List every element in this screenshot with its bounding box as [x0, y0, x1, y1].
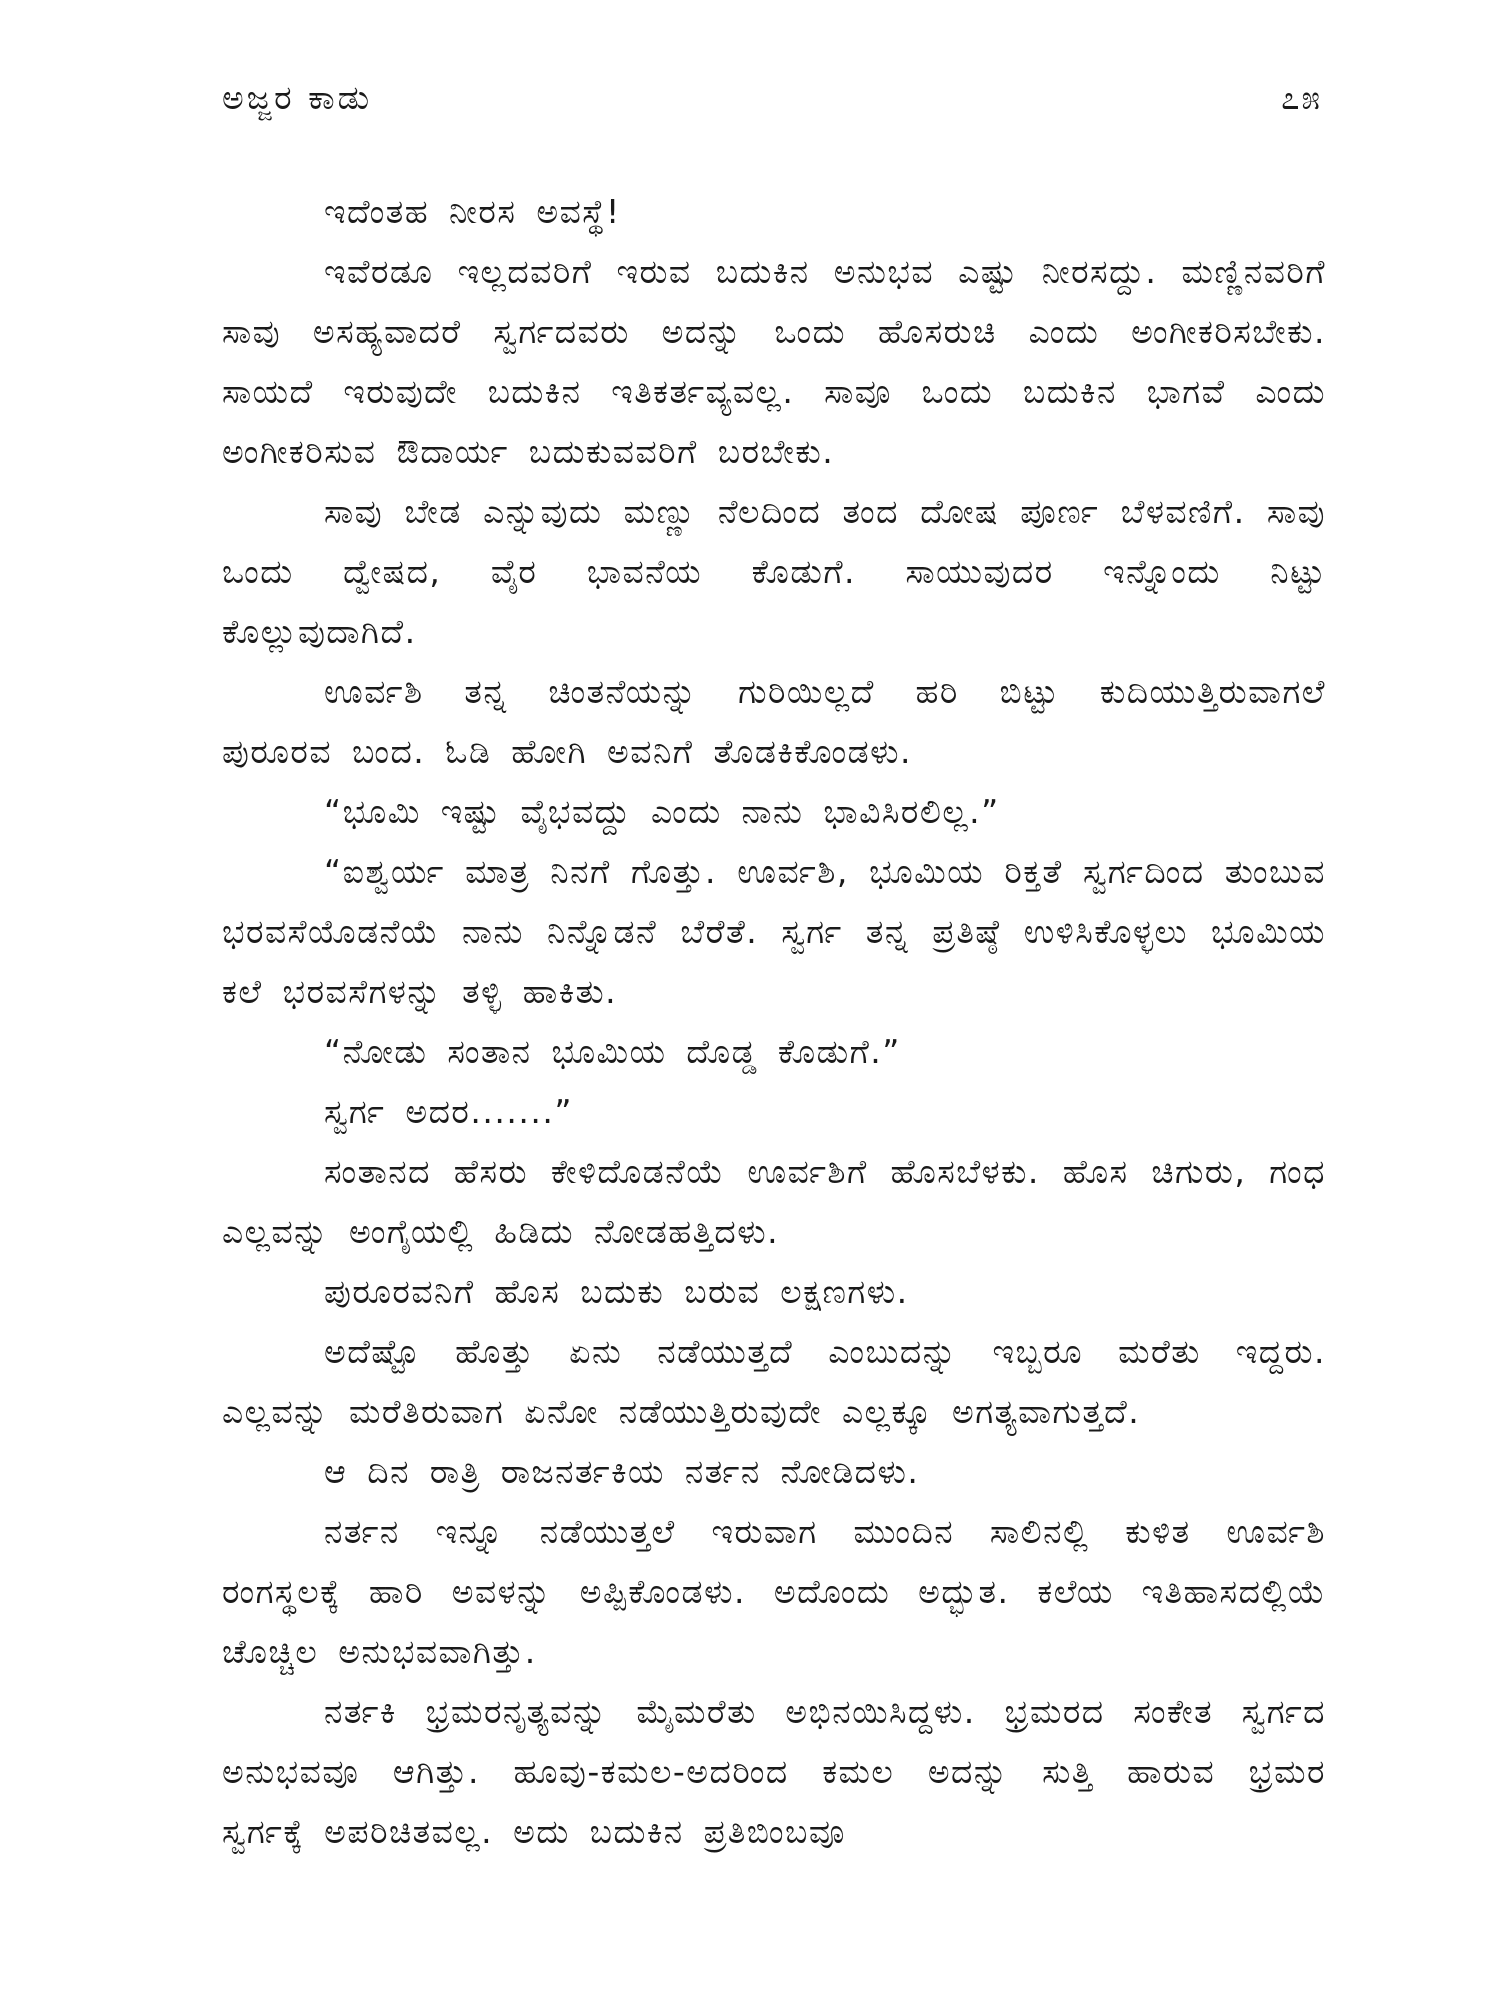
paragraph: ಇದೆಂತಹ ನೀರಸ ಅವಸ್ಥೆ! — [324, 192, 621, 231]
paragraph: ಅದೆಷ್ಟೊ ಹೊತ್ತು ಏನು ನಡೆಯುತ್ತದೆ ಎಂಬುದನ್ನು ಇಬ್ಬರೂ ಮರೆತು ಇದ್ದರು. ಎಲ್ಲವನ್ನು ಮರೆತಿರುವಾಗ ಏನೋ ನಡೆಯುತ್ತಿರುವುದೇ ಎಲ್ಲಕ್ಕೂ ಅಗತ್ಯವಾಗುತ್ತದೆ. — [222, 1332, 1326, 1431]
paragraph: “ಐಶ್ವರ್ಯ ಮಾತ್ರ ನಿನಗೆ ಗೊತ್ತು. ಊರ್ವಶಿ, ಭೂಮಿಯ ರಿಕ್ತತೆ ಸ್ವರ್ಗದಿಂದ ತುಂಬುವ ಭರವಸೆಯೊಡನೆಯೆ ನಾನು ನಿನ್ನೊಡನೆ ಬೆರೆತೆ. ಸ್ವರ್ಗ ತನ್ನ ಪ್ರತಿಷ್ಠೆ ಉಳಿಸಿಕೊಳ್ಳಲು ಭೂಮಿಯ ಕಲೆ ಭರವಸೆಗಳನ್ನು ತಳ್ಳಿ ಹಾಕಿತು. — [222, 852, 1326, 1011]
running-header — [222, 78, 1322, 128]
paragraph: “ನೋಡು ಸಂತಾನ ಭೂಮಿಯ ದೊಡ್ಡ ಕೊಡುಗೆ.” — [324, 1032, 901, 1071]
page-number: ೭೫ — [1281, 78, 1322, 117]
book-title: ಅಜ್ಜರ ಕಾಡು — [222, 78, 373, 117]
body-text — [222, 182, 1326, 1862]
paragraph: ನರ್ತಕಿ ಭ್ರಮರನೃತ್ಯವನ್ನು ಮೈಮರೆತು ಅಭಿನಯಿಸಿದ್ದಳು. ಭ್ರಮರದ ಸಂಕೇತ ಸ್ವರ್ಗದ ಅನುಭವವೂ ಆಗಿತ್ತು. ಹೂವು-ಕಮಲ-ಅದರಿಂದ ಕಮಲ ಅದನ್ನು ಸುತ್ತಿ ಹಾರುವ ಭ್ರಮರ ಸ್ವರ್ಗಕ್ಕೆ ಅಪರಿಚಿತವಲ್ಲ. ಅದು ಬದುಕಿನ ಪ್ರತಿಬಿಂಬವೂ — [222, 1692, 1326, 1851]
paragraph: ಪುರೂರವನಿಗೆ ಹೊಸ ಬದುಕು ಬರುವ ಲಕ್ಷಣಗಳು. — [324, 1272, 909, 1311]
paragraph: ಇವೆರಡೂ ಇಲ್ಲದವರಿಗೆ ಇರುವ ಬದುಕಿನ ಅನುಭವ ಎಷ್ಟು ನೀರಸದ್ದು. ಮಣ್ಣಿನವರಿಗೆ ಸಾವು ಅಸಹ್ಯವಾದರೆ ಸ್ವರ್ಗದವರು ಅದನ್ನು ಒಂದು ಹೊಸರುಚಿ ಎಂದು ಅಂಗೀಕರಿಸಬೇಕು. ಸಾಯದೆ ಇರುವುದೇ ಬದುಕಿನ ಇತಿಕರ್ತವ್ಯವಲ್ಲ. ಸಾವೂ ಒಂದು ಬದುಕಿನ ಭಾಗವೆ ಎಂದು ಅಂಗೀಕರಿಸುವ ಔದಾರ್ಯ ಬದುಕುವವರಿಗೆ ಬರಬೇಕು. — [222, 252, 1326, 471]
paragraph: ಸಾವು ಬೇಡ ಎನ್ನುವುದು ಮಣ್ಣು ನೆಲದಿಂದ ತಂದ ದೋಷ ಪೂರ್ಣ ಬೆಳವಣಿಗೆ. ಸಾವು ಒಂದು ದ್ವೇಷದ, ವೈರ ಭಾವನೆಯ ಕೊಡುಗೆ. ಸಾಯುವುದರ ಇನ್ನೊಂದು ನಿಟ್ಟು ಕೊಲ್ಲುವುದಾಗಿದೆ. — [222, 492, 1326, 651]
paragraph: ಸ್ವರ್ಗ ಅದರ.......” — [324, 1092, 573, 1131]
paragraph: “ಭೂಮಿ ಇಷ್ಟು ವೈಭವದ್ದು ಎಂದು ನಾನು ಭಾವಿಸಿರಲಿಲ್ಲ.” — [324, 792, 1000, 831]
paragraph: ಸಂತಾನದ ಹೆಸರು ಕೇಳಿದೊಡನೆಯೆ ಊರ್ವಶಿಗೆ ಹೊಸಬೆಳಕು. ಹೊಸ ಚಿಗುರು, ಗಂಧ ಎಲ್ಲವನ್ನು ಅಂಗೈಯಲ್ಲಿ ಹಿಡಿದು ನೋಡಹತ್ತಿದಳು. — [222, 1152, 1326, 1251]
paragraph: ಊರ್ವಶಿ ತನ್ನ ಚಿಂತನೆಯನ್ನು ಗುರಿಯಿಲ್ಲದೆ ಹರಿ ಬಿಟ್ಟು ಕುದಿಯುತ್ತಿರುವಾಗಲೆ ಪುರೂರವ ಬಂದ. ಓಡಿ ಹೋಗಿ ಅವನಿಗೆ ತೊಡಕಿಕೊಂಡಳು. — [222, 672, 1326, 771]
paragraph: ನರ್ತನ ಇನ್ನೂ ನಡೆಯುತ್ತಲೆ ಇರುವಾಗ ಮುಂದಿನ ಸಾಲಿನಲ್ಲಿ ಕುಳಿತ ಊರ್ವಶಿ ರಂಗಸ್ಥಲಕ್ಕೆ ಹಾರಿ ಅವಳನ್ನು ಅಪ್ಪಿಕೊಂಡಳು. ಅದೊಂದು ಅದ್ಭುತ. ಕಲೆಯ ಇತಿಹಾಸದಲ್ಲಿಯೆ ಚೊಚ್ಚಿಲ ಅನುಭವವಾಗಿತ್ತು. — [222, 1512, 1326, 1671]
paragraph: ಆ ದಿನ ರಾತ್ರಿ ರಾಜನರ್ತಕಿಯ ನರ್ತನ ನೋಡಿದಳು. — [324, 1452, 920, 1491]
